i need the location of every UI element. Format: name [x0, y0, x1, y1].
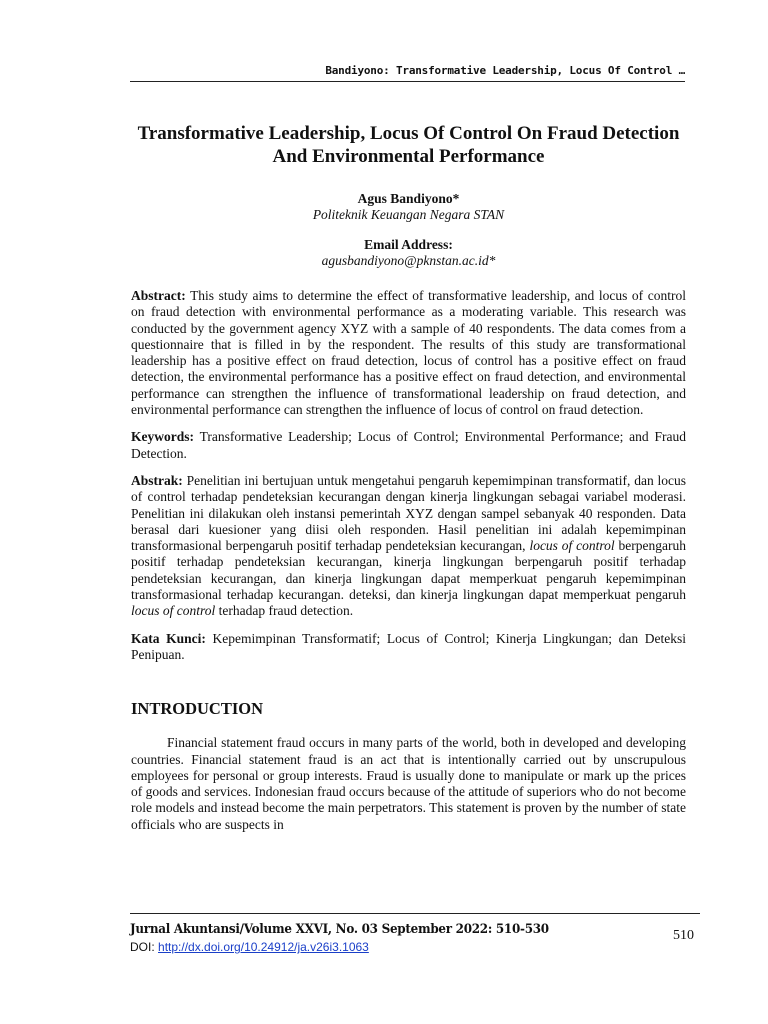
- abstract-text: This study aims to determine the effect of transformative leadership, and locus of control on fraud detection with environmental performance as a moderating variable. This research was conducted by the government agency XYZ with a sample of 40 respondents. The data comes from a questionnaire that is filled in by the respondent. The results of this study are transformational leadership has a positive effect on fraud detection, locus of control has a positive effect on fraud detection, the environmental performance has a positive effect on fraud detection, and environmental performance can strengthen the influence of transformational leadership on fraud detection, and environmental performance can strengthen the influence of locus of control on fraud detection.: [131, 288, 686, 418]
- abstrak-italic-2: locus of control: [131, 603, 216, 619]
- footer-rule: [130, 913, 700, 914]
- abstrak-text-3: terhadap fraud detection.: [215, 603, 354, 619]
- doi-label: DOI:: [130, 940, 159, 954]
- doi-link[interactable]: http://dx.doi.org/10.24912/ja.v26i3.1063: [158, 940, 369, 954]
- article-body: [131, 122, 686, 833]
- keywords-paragraph: [131, 429, 686, 462]
- abstract-paragraph: [131, 288, 686, 418]
- introduction-paragraph: Financial statement fraud occurs in many parts of the world, both in developed and developing countries. Financial statement fraud is an act that is intentionally carried out by unscrupulous employees for personal or group interests. Fraud is usually done to manipulate or mark up the prices of goods and services. Indonesian fraud occurs because of the attitude of superiors who do not become role models and instead become the main perpetrators. This statement is proven by the number of state officials who are suspects in: [131, 735, 686, 832]
- author-affiliation: Politeknik Keuangan Negara STAN: [312, 207, 505, 222]
- abstrak-italic-1: locus of control: [529, 538, 615, 554]
- introduction-heading: INTRODUCTION: [131, 699, 264, 719]
- email-label: Email Address:: [364, 237, 453, 252]
- abstrak-label: Abstrak:: [131, 472, 183, 488]
- article-title: Transformative Leadership, Locus Of Control On Fraud Detection And Environmental Performance: [137, 123, 680, 167]
- page-number: 510: [673, 928, 694, 943]
- kata-kunci-text: Kepemimpinan Transformatif; Locus of Control; Kinerja Lingkungan; dan Deteksi Penipuan.: [131, 630, 686, 662]
- header-rule: [130, 81, 685, 82]
- running-head: Bandiyono: Transformative Leadership, Locus Of Control …: [325, 64, 685, 77]
- author-email: agusbandiyono@pknstan.ac.id*: [321, 253, 496, 268]
- keywords-label: Keywords:: [131, 429, 194, 445]
- author-name: Agus Bandiyono*: [357, 191, 460, 206]
- journal-citation: Jurnal Akuntansi/Volume XXVI, No. 03 September 2022: 510-530: [130, 922, 549, 937]
- keywords-text: Transformative Leadership; Locus of Control; Environmental Performance; and Fraud Detection.: [131, 429, 686, 461]
- abstrak-text-1: Penelitian ini bertujuan untuk mengetahui pengaruh kepemimpinan transformatif, dan locus of control terhadap pendeteksian kecurangan dengan kinerja lingkungan sebagai variabel moderasi. Penelitian ini dilakukan oleh instansi pemerintah XYZ dengan sampel sebanyak 40 responden. Data berasal dari kuesioner yang diisi oleh responden. Hasil penelitian ini adalah kepemimpinan transformasional berpengaruh positif terhadap pendeteksian kecurangan,: [131, 472, 686, 554]
- kata-kunci-paragraph: [131, 631, 686, 664]
- doi-line: [130, 940, 369, 954]
- abstrak-text-2: berpengaruh positif terhadap pendeteksian kecurangan, kinerja lingkungan berpengaruh positif terhadap pendeteksian kecurangan, dan kinerja lingkungan dapat memperkuat pengaruh kepemimpinan transformasional terhadap kecurangan. deteksi, dan kinerja lingkungan dapat memperkuat pengaruh: [131, 538, 687, 603]
- abstrak-paragraph: [131, 473, 686, 620]
- kata-kunci-label: Kata Kunci:: [131, 630, 206, 646]
- abstract-label: Abstract:: [131, 288, 186, 303]
